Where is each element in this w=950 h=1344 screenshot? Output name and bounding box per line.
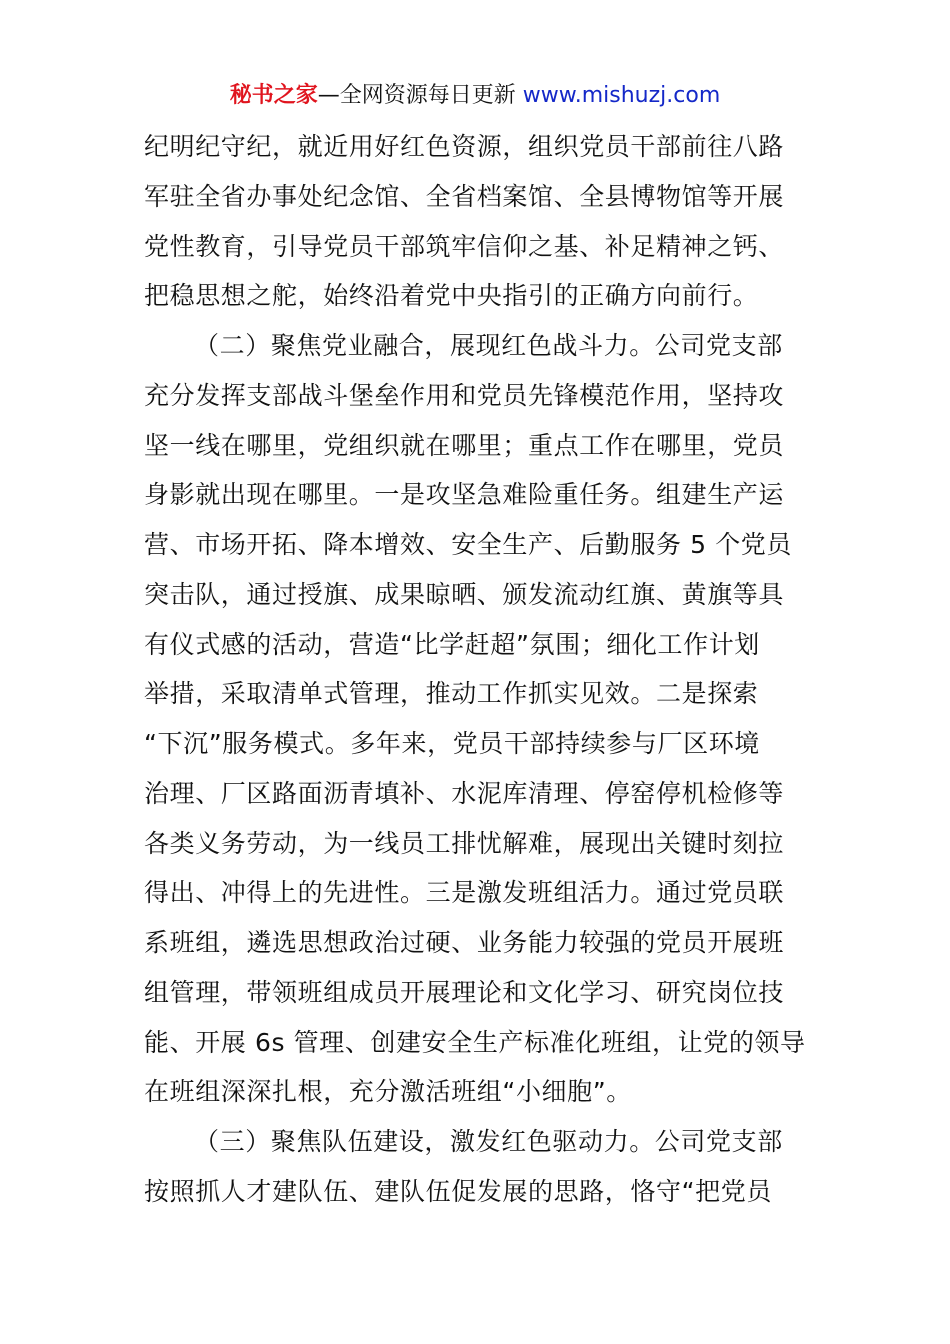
text-line: 把稳思想之舵，始终沿着党中央指引的正确方向前行。 xyxy=(144,281,759,311)
text-line: “下沉”服务模式。多年来，党员干部持续参与厂区环境 xyxy=(144,729,760,758)
page-header xyxy=(0,80,950,112)
text-line: 按照抓人才建队伍、建队伍促发展的思路，恪守“把党员 xyxy=(144,1176,772,1206)
text-line: 组管理，带领班组成员开展理论和文化学习、研究岗位技 xyxy=(144,977,785,1007)
text-line: 在班组深深扎根，充分激活班组“小细胞”。 xyxy=(144,1077,632,1107)
text-line: 举措，采取清单式管理，推动工作抓实见效。二是探索 xyxy=(144,679,759,709)
header-tagline: —全网资源每日更新 xyxy=(317,83,523,108)
text-line: 治理、厂区路面沥青填补、水泥库清理、停窑停机检修等 xyxy=(144,778,785,808)
text-line: 系班组，遴选思想政治过硬、业务能力较强的党员开展班 xyxy=(144,928,785,957)
text-line: 能、开展 6s 管理、创建安全生产标准化班组，让党的领导 xyxy=(144,1027,806,1057)
text-line: 有仪式感的活动，营造“比学赶超”氛围；细化工作计划 xyxy=(144,629,760,659)
text-line: 突击队，通过授旗、成果晾晒、颁发流动红旗、黄旗等具 xyxy=(144,579,785,609)
text-line: 党性教育，引导党员干部筑牢信仰之基、补足精神之钙、 xyxy=(144,231,785,261)
text-line: 营、市场开拓、降本增效、安全生产、后勤服务 5 个党员 xyxy=(144,530,793,559)
header-url[interactable]: www.mishuzj.com xyxy=(522,83,721,108)
text-line: 身影就出现在哪里。一是攻坚急难险重任务。组建生产运 xyxy=(144,480,785,510)
section-heading-line: （二）聚焦党业融合，展现红色战斗力。公司党支部 xyxy=(194,331,783,360)
text-line: 坚一线在哪里，党组织就在哪里；重点工作在哪里，党员 xyxy=(144,430,785,460)
text-line: 充分发挥支部战斗堡垒作用和党员先锋模范作用，坚持攻 xyxy=(144,380,785,410)
header-brand: 秘书之家 xyxy=(229,83,318,108)
text-line: 得出、冲得上的先进性。三是激发班组活力。通过党员联 xyxy=(144,878,785,908)
text-line: 纪明纪守纪，就近用好红色资源，组织党员干部前往八路 xyxy=(144,132,785,161)
text-line: 各类义务劳动，为一线员工排忧解难，展现出关键时刻拉 xyxy=(144,828,785,858)
section-heading-line: （三）聚焦队伍建设，激发红色驱动力。公司党支部 xyxy=(194,1127,783,1156)
document-body xyxy=(144,122,808,1217)
text-line: 军驻全省办事处纪念馆、全省档案馆、全县博物馆等开展 xyxy=(144,181,785,211)
